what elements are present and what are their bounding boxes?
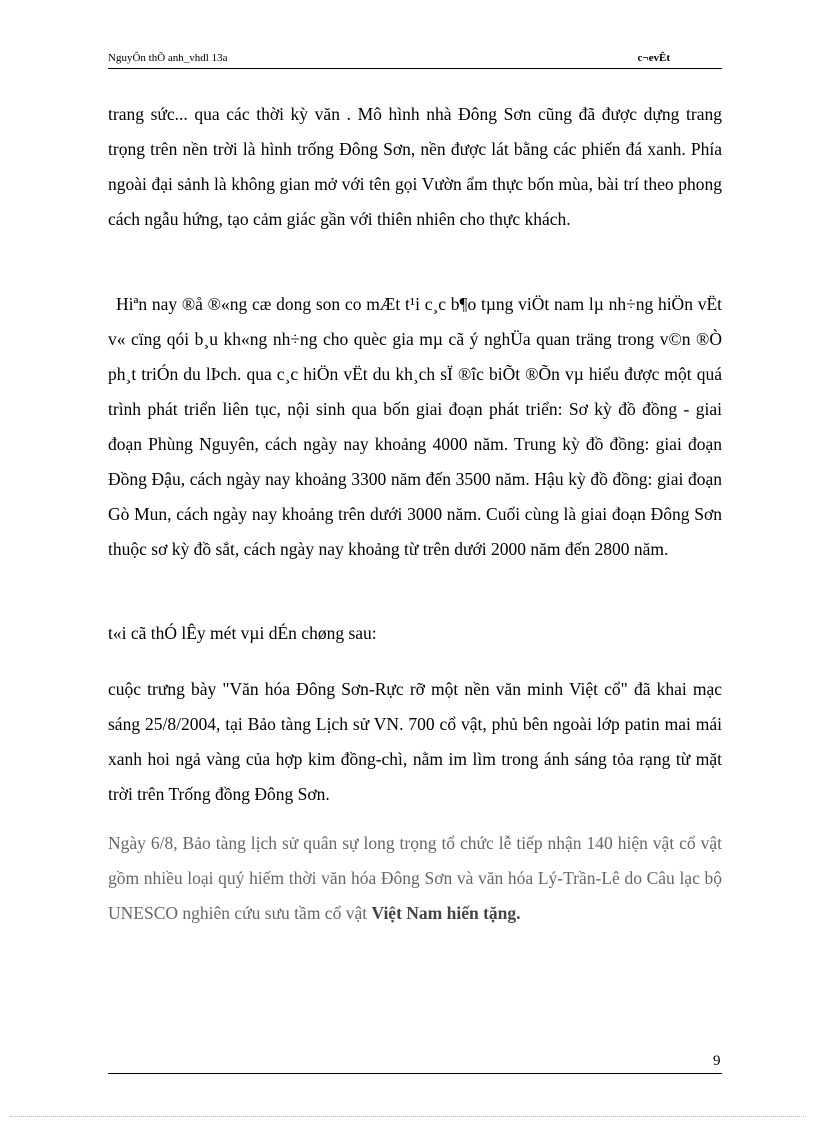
paragraph-3: t«i cã thÓ lÊy mét vµi dÉn chøng sau: [108, 623, 377, 643]
header-title: c¬evÊt [637, 52, 670, 64]
paragraph-5 [108, 826, 722, 931]
paragraph-4: cuộc trưng bày "Văn hóa Đông Sơn-Rực rỡ một nền văn minh Việt cổ" đã khai mạc sáng 25/8/2004, tại Bảo tàng Lịch sử VN. 700 cổ vật, phủ bên ngoài lớp patin mai mái xanh hoi ngả vàng của hợp kim đồng-chì, nằm im lìm trong ánh sáng tỏa rạng từ mặt trời trên Trống đồng Đông Sơn. [108, 679, 722, 804]
page-number: 9 [713, 1053, 721, 1069]
footer-divider [108, 1073, 722, 1074]
page-boundary [10, 1116, 806, 1117]
paragraph-5-text: Ngày 6/8, Bảo tàng lịch sử quân sự long trọng tổ chức lễ tiếp nhận 140 hiện vật cổ vật gồm nhiều loại quý hiếm thời văn hóa Đông Sơn và văn hóa Lý-Trần-Lê do Câu lạc bộ UNESCO nghiên cứu sưu tầm cổ vật [108, 833, 722, 923]
paragraph-5-emphasis: Việt Nam hiến tặng. [371, 903, 521, 923]
paragraph-2: Hiªn nay ®å ®«ng cæ dong son co mÆt t¹i c¸c b¶o tµng viÖt nam lµ nh÷ng hiÖn vËt v« cïng qói b¸u kh«ng nh÷ng cho quèc gia mµ cã ý nghÜa quan träng trong v©n ®Ò ph¸t triÓn du lÞch. qua c¸c hiÖn vËt du kh¸ch sÏ ®îc biÕt ®Õn vµ hiểu được một quá trình phát triển liên tục, nội sinh qua bốn giai đoạn phát triển: Sơ kỳ đồ đồng - giai đoạn Phùng Nguyên, cách ngày nay khoảng 4000 năm. Trung kỳ đồ đồng: giai đoạn Đồng Đậu, cách ngày nay khoảng 3300 năm đến 3500 năm. Hậu kỳ đồ đồng: giai đoạn Gò Mun, cách ngày nay khoảng trên dưới 3000 năm. Cuối cùng là giai đoạn Đông Sơn thuộc sơ kỳ đồ sắt, cách ngày nay khoảng từ trên dưới 2000 năm đến 2800 năm. [108, 294, 722, 559]
paragraph-1: trang sức... qua các thời kỳ văn . Mô hình nhà Đông Sơn cũng đã được dựng trang trọng trên nền trời là hình trống Đông Sơn, nền được lát bằng các phiến đá xanh. Phía ngoài đại sảnh là không gian mở với tên gọi Vườn ẩm thực bốn mùa, bài trí theo phong cách ngẫu hứng, tạo cảm giác gần với thiên nhiên cho thực khách. [108, 104, 722, 229]
page-header [108, 50, 722, 69]
header-author: NguyÔn thÕ anh_vhdl 13a [108, 52, 228, 64]
